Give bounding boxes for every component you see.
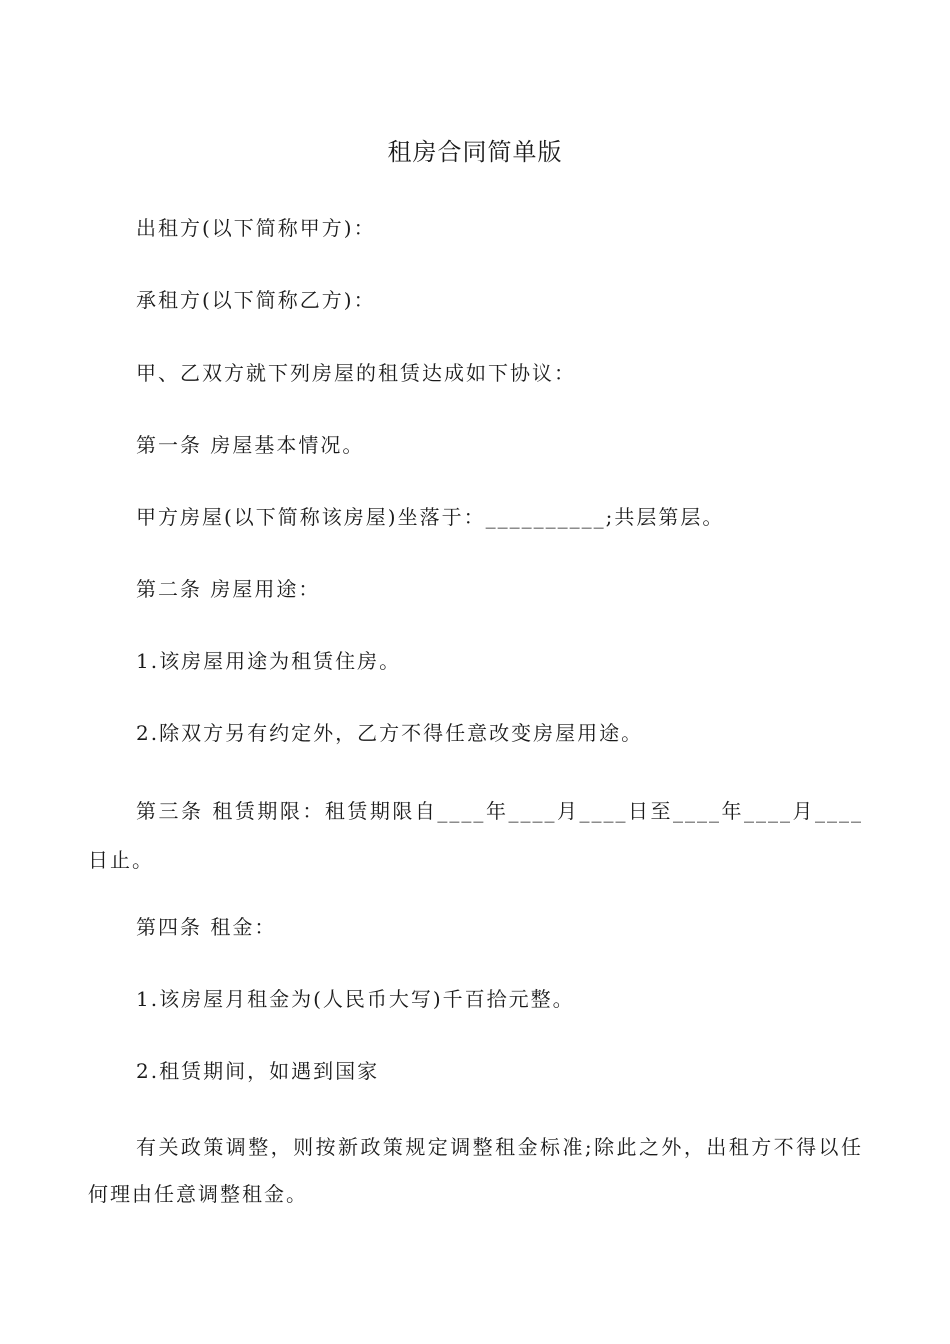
- agreement-intro: 甲、乙双方就下列房屋的租赁达成如下协议：: [136, 361, 576, 385]
- article-4-heading: 第四条 租金：: [136, 915, 277, 939]
- property-location: 甲方房屋(以下简称该房屋)坐落于：__________;共层第层。: [136, 505, 725, 529]
- lessee-line: 承租方(以下简称乙方)：: [136, 288, 376, 312]
- rent-clause-1: 1.该房屋月租金为(人民币大写)千百拾元整。: [136, 987, 575, 1011]
- document-title: 租房合同简单版: [387, 138, 563, 166]
- use-clause-2: 2.除双方另有约定外，乙方不得任意改变房屋用途。: [136, 721, 644, 745]
- use-clause-1: 1.该房屋用途为租赁住房。: [136, 649, 402, 673]
- lessor-line: 出租方(以下简称甲方)：: [136, 216, 376, 240]
- article-1-heading: 第一条 房屋基本情况。: [136, 433, 365, 457]
- rent-clause-2: 2.租赁期间，如遇到国家: [136, 1059, 380, 1083]
- article-3-lease-term: 第三条 租赁期限：租赁期限自____年____月____日至____年____月____日止。: [88, 799, 863, 872]
- rent-adjustment-clause: 有关政策调整，则按新政策规定调整租金标准;除此之外，出租方不得以任何理由任意调整租金。: [88, 1135, 863, 1206]
- article-2-heading: 第二条 房屋用途：: [136, 577, 321, 601]
